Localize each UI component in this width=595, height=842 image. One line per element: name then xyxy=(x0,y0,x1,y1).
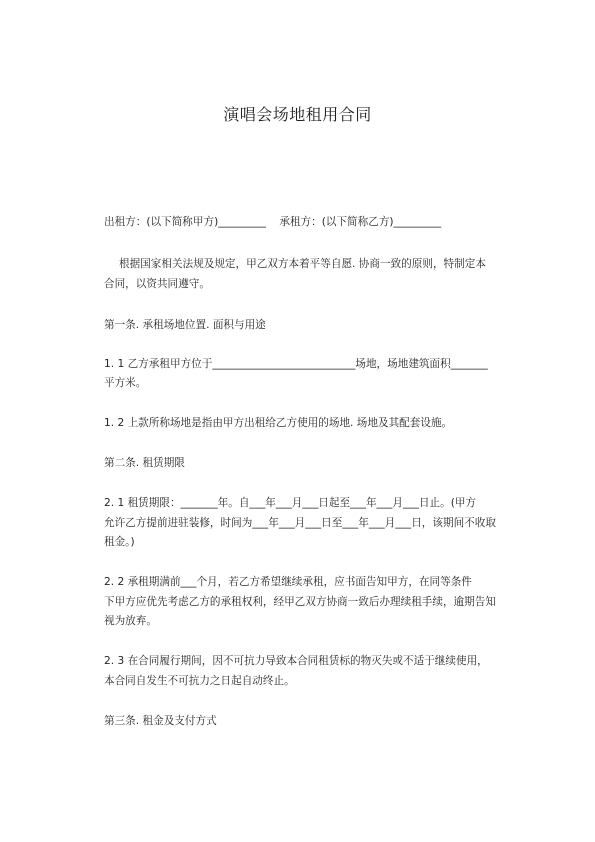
clause-1-1-line-2: 平方米。 xyxy=(104,377,147,389)
clause-2-2-line-1: 2. 2 承租期满前___个月，若乙方希望继续承租，应书面告知甲方，在同等条件 xyxy=(104,576,472,588)
article-1-heading: 第一条. 承租场地位置. 面积与用途 xyxy=(104,319,266,331)
clause-2-3-line-2: 本合同自发生不可抗力之日起自动终止。 xyxy=(104,675,295,687)
clause-2-3-line-1: 2. 3 在合同履行期间，因不可抗力导致本合同租赁标的物灭失或不适于继续使用， xyxy=(104,655,488,667)
clause-2-1-line-2: 允许乙方提前进驻装修，时间为___年___月___日至___年___月___日，该期间不收取 xyxy=(104,517,496,529)
clause-2-1-line-3: 租金。) xyxy=(104,536,135,548)
document-title: 演唱会场地租用合同 xyxy=(223,105,372,124)
clause-2-2-line-2: 下甲方应优先考虑乙方的承租权利，经甲乙双方协商一致后办理续租手续，逾期告知 xyxy=(104,596,496,608)
clause-1-1-line-1: 1. 1 乙方承租甲方位于___________________________场地，场地建筑面积_______ xyxy=(104,358,488,370)
clause-2-1-line-1: 2. 1 租赁期限：_______年。自___年___月___日起至___年___月___日止。(甲方 xyxy=(104,497,477,509)
article-2-heading: 第二条. 租赁期限 xyxy=(104,457,185,469)
article-3-heading: 第三条. 租金及支付方式 xyxy=(104,715,217,727)
parties-line: 出租方：(以下简称甲方)_________ 承租方：(以下简称乙方)_________ xyxy=(104,216,442,228)
preamble-line-1: 根据国家相关法规及规定，甲乙双方本着平等自愿. 协商一致的原则，特制定本 xyxy=(119,258,486,270)
clause-1-2: 1. 2 上款所称场地是指由甲方出租给乙方使用的场地. 场地及其配套设施。 xyxy=(104,417,453,429)
preamble-line-2: 合同，以资共同遵守。 xyxy=(104,278,210,290)
clause-2-2-line-3: 视为放弃。 xyxy=(104,615,157,627)
